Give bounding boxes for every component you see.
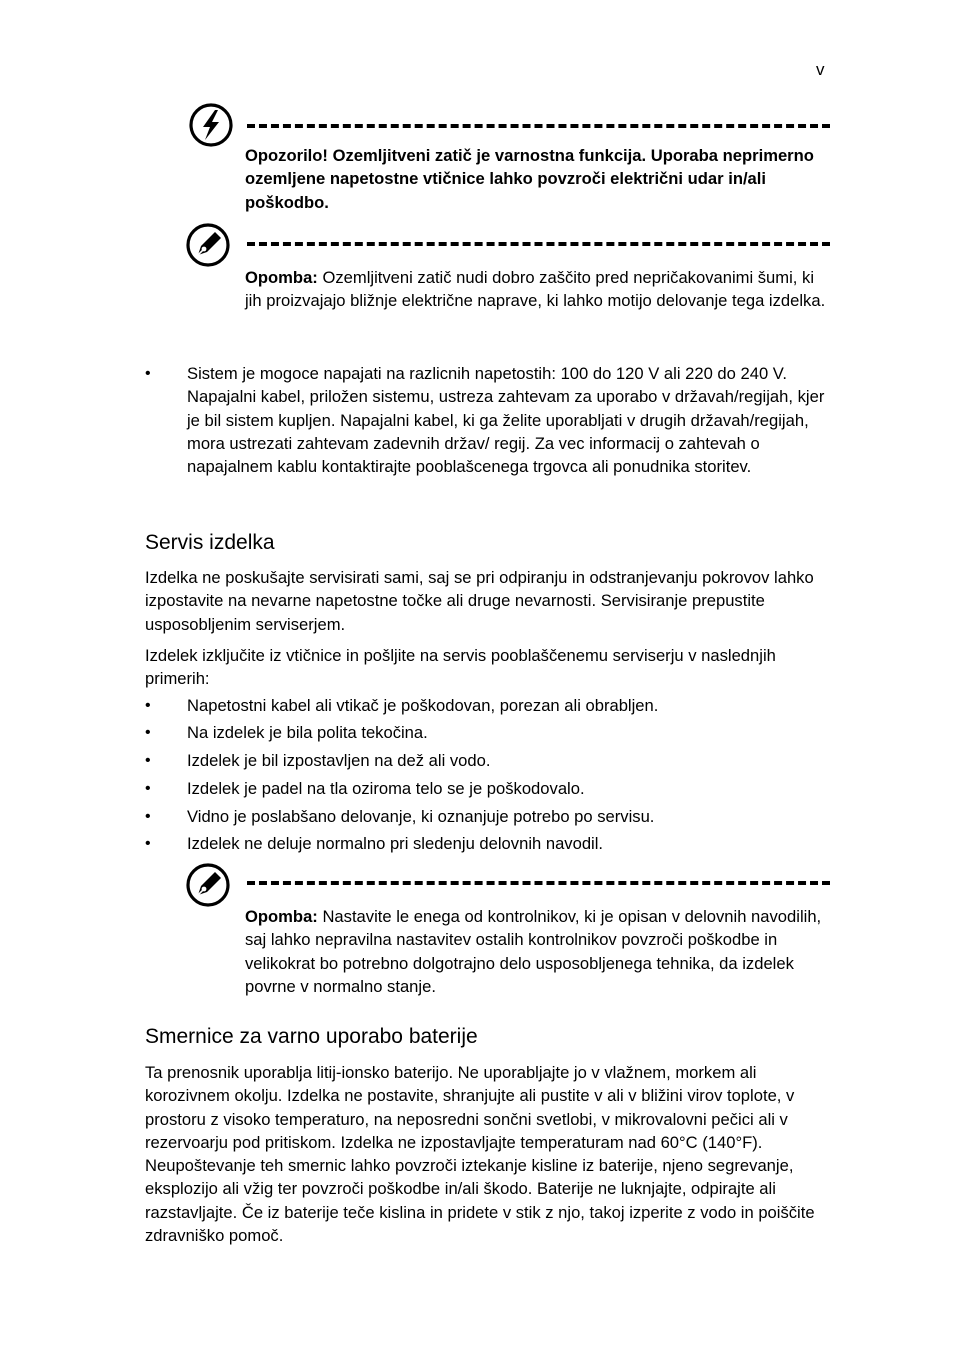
- section-heading: Servis izdelka: [145, 531, 275, 554]
- bullet-icon: •: [145, 697, 151, 714]
- paragraph: Ta prenosnik uporablja litij-ionsko baterijo. Ne uporabljajte jo v vlažnem, morkem ali korozivnem okolju. Izdelka ne postavite, shranjujte ali pustite v ali v bližini virov toplote, v prostoru z visoko temperaturo, na neposredni sončni svetlobi, v mikrovalovni pečici ali v rezervoarju pod pritiskom. Izdelka ne izpostavljajte temperaturam nad 60°C (140°F). Neupoštevanje teh smernic lahko povzroči iztekanje kisline iz baterije, njeno segrevanje, eksplozijo ali vžig ter povzroči poškodbe in/ali škodo. Baterije ne luknjajte, odpirajte ali razstavljajte. Če iz baterije teče kislina in pridete v stik z njo, takoj izperite z vodo in poiščite zdravniško pomoč.: [145, 1063, 815, 1246]
- list-item: [145, 777, 835, 801]
- bullet-text: Izdelek je padel na tla oziroma telo se je poškodovalo.: [187, 779, 585, 798]
- list-item: [145, 805, 835, 829]
- bullet-icon: •: [145, 835, 151, 852]
- bullet-icon: •: [145, 365, 151, 382]
- page-number: v: [816, 60, 825, 79]
- bullet-text: Vidno je poslabšano delovanje, ki oznanjuje potrebo po servisu.: [187, 807, 655, 826]
- bullet-icon: •: [145, 752, 151, 769]
- warning-text: Opozorilo! Ozemljitveni zatič je varnostna funkcija. Uporaba neprimerno ozemljene napetostne vtičnice lahko povzroči električni udar in/ali poškodbo.: [245, 146, 814, 212]
- bullet-text: Napetostni kabel ali vtikač je poškodovan, porezan ali obrabljen.: [187, 696, 659, 715]
- note-2: [185, 862, 830, 1002]
- bullet-text: Izdelek je bil izpostavljen na dež ali vodo.: [187, 751, 491, 770]
- warning-note: [185, 102, 830, 217]
- note-1: [185, 222, 830, 337]
- list-item: [145, 721, 835, 745]
- note-lead: Opomba:: [245, 907, 318, 926]
- list-item: [145, 749, 835, 773]
- divider: [247, 124, 830, 128]
- section-heading: Smernice za varno uporabo baterije: [145, 1025, 478, 1048]
- bullet-icon: •: [145, 724, 151, 741]
- bullet-icon: •: [145, 780, 151, 797]
- note-body: Ozemljitveni zatič nudi dobro zaščito pred nepričakovanimi šumi, ki jih proizvajajo bližnje električne naprave, ki lahko motijo delovanje tega izdelka.: [245, 268, 826, 311]
- note-pen-icon: [185, 862, 231, 908]
- bullet-text: Na izdelek je bila polita tekočina.: [187, 723, 428, 742]
- divider: [247, 881, 830, 885]
- paragraph: Izdelka ne poskušajte servisirati sami, saj se pri odpiranju in odstranjevanju pokrovov lahko izpostavite na nevarne napetostne točke ali druge nevarnosti. Servisiranje prepustite usposobljenim serviserjem.: [145, 568, 814, 634]
- divider: [247, 242, 830, 246]
- bullet-icon: •: [145, 808, 151, 825]
- note-text: [245, 905, 830, 998]
- note-body: Nastavite le enega od kontrolnikov, ki je opisan v delovnih navodilih, saj lahko nepravilna nastavitev ostalih kontrolnikov povzroči poškodbe in velikokrat bo potrebno dolgotrajno delo usposobljenega tehnika, da izdelek povrne v normalno stanje.: [245, 907, 822, 996]
- note-text: [245, 266, 830, 313]
- paragraph: Izdelek izključite iz vtičnice in pošljite na servis pooblaščenemu serviserju v naslednjih primerih:: [145, 646, 776, 689]
- list-item: [145, 832, 835, 856]
- list-item: [145, 362, 835, 502]
- note-lead: Opomba:: [245, 268, 318, 287]
- list-item: [145, 694, 835, 718]
- bullet-text: Izdelek ne deluje normalno pri sledenju delovnih navodil.: [187, 834, 604, 853]
- note-pen-icon: [185, 222, 231, 268]
- bullet-text: Sistem je mogoce napajati na razlicnih napetostih: 100 do 120 V ali 220 do 240 V. Napajalni kabel, priložen sistemu, ustreza zahtevam za uporabo v državah/regijah, kjer je bil sistem kupljen. Napajalni kabel, ki ga želite uporabljati v drugih državah/regijah, mora ustrezati zahtevam zadevnih držav/ regij. Za vec informacij o zahtevah o napajalnem kablu kontaktirajte pooblašcenega trgovca ali ponudnika storitev.: [187, 364, 825, 477]
- warning-lightning-icon: [188, 102, 234, 148]
